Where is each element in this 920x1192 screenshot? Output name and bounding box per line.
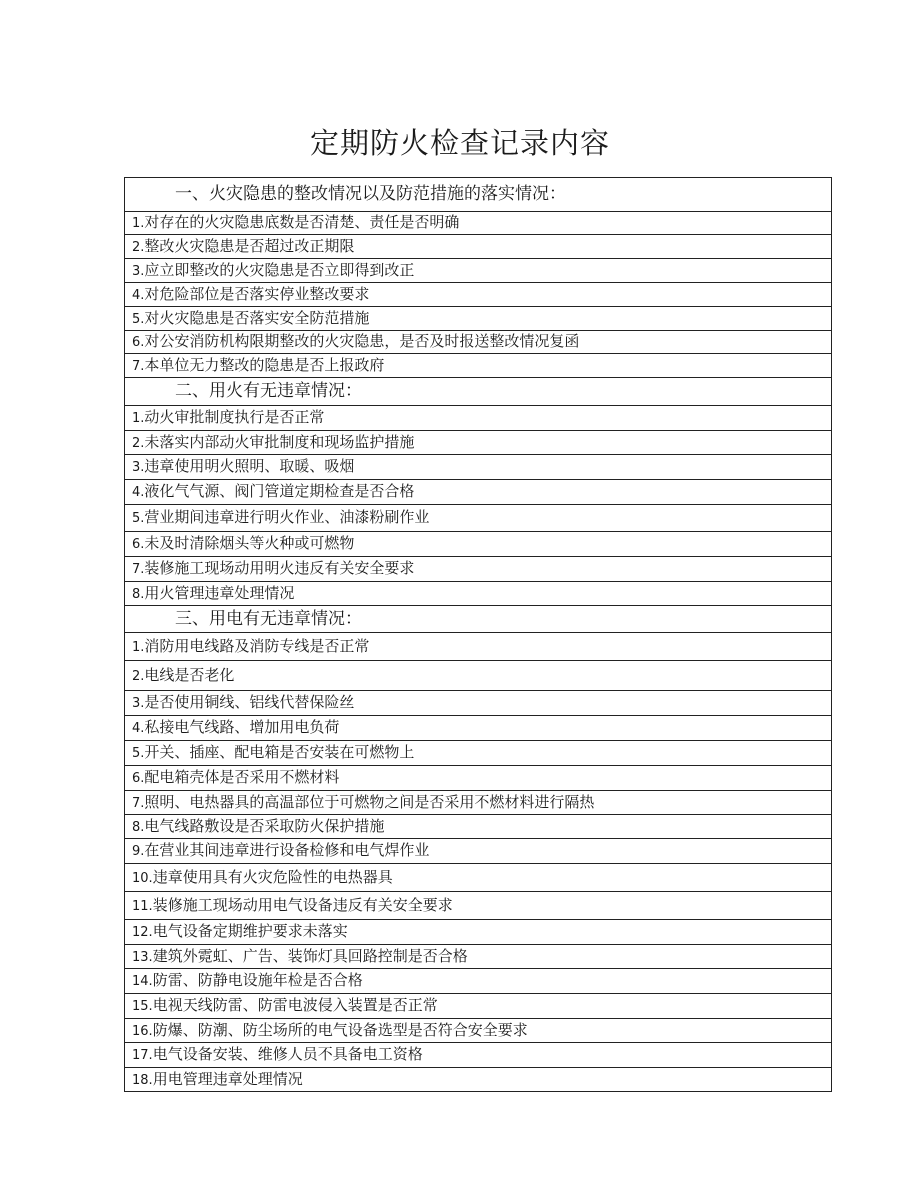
item-number: 5. — [132, 311, 145, 327]
item-text: 电视天线防雷、防雷电波侵入装置是否正常 — [152, 996, 438, 1014]
table-row — [125, 354, 832, 378]
item-text: 装修施工现场动用明火违反有关安全要求 — [144, 559, 415, 577]
item-number: 17. — [132, 1048, 153, 1063]
item-text: 未及时清除烟头等火种或可燃物 — [144, 534, 355, 552]
checklist-item — [125, 864, 832, 892]
section-heading-row — [125, 178, 832, 212]
table-row — [125, 892, 832, 920]
section-heading: 三、用电有无违章情况： — [125, 606, 832, 633]
item-text: 私接电气线路、增加用电负荷 — [144, 718, 340, 736]
item-text: 对危险部位是否落实停业整改要求 — [144, 284, 370, 303]
item-text: 未落实内部动火审批制度和现场监护措施 — [144, 432, 415, 451]
table-row — [125, 741, 832, 766]
table-row — [125, 691, 832, 716]
item-number: 7. — [132, 795, 145, 811]
checklist-item — [125, 582, 832, 606]
table-row — [125, 920, 832, 945]
item-text: 配电箱壳体是否采用不燃材料 — [144, 768, 340, 786]
item-number: 14. — [132, 974, 153, 989]
checklist-item — [125, 331, 832, 354]
item-number: 8. — [132, 586, 145, 602]
table-row — [125, 557, 832, 582]
checklist-item — [125, 505, 832, 532]
checklist-item — [125, 920, 832, 945]
table-row — [125, 661, 832, 691]
table-row — [125, 766, 832, 791]
checklist-item — [125, 532, 832, 557]
item-text: 在营业其间违章进行设备检修和电气焊作业 — [144, 841, 430, 859]
item-number: 4. — [132, 287, 145, 303]
item-number: 11. — [132, 898, 153, 914]
item-text: 用火管理违章处理情况 — [144, 583, 295, 602]
table-row — [125, 406, 832, 431]
table-row — [125, 716, 832, 741]
checklist-item — [125, 969, 832, 994]
checklist-item — [125, 557, 832, 582]
item-number: 1. — [132, 639, 145, 655]
table-row — [125, 283, 832, 307]
table-row — [125, 532, 832, 557]
table-row — [125, 212, 832, 235]
section-heading: 一、火灾隐患的整改情况以及防范措施的落实情况： — [125, 178, 832, 212]
checklist-item — [125, 892, 832, 920]
item-text: 开关、插座、配电箱是否安装在可燃物上 — [144, 743, 415, 761]
checklist-table — [124, 177, 832, 1092]
item-text: 用电管理违章处理情况 — [152, 1069, 303, 1088]
table-row — [125, 307, 832, 331]
item-text: 违章使用具有火灾危险性的电热器具 — [152, 867, 393, 886]
item-number: 6. — [132, 335, 145, 350]
checklist-item — [125, 766, 832, 791]
item-text: 本单位无力整改的隐患是否上报政府 — [144, 355, 385, 374]
table-row — [125, 431, 832, 455]
checklist-item — [125, 1043, 832, 1068]
table-row — [125, 994, 832, 1019]
item-number: 6. — [132, 537, 145, 552]
checklist-item — [125, 633, 832, 661]
section-heading-row — [125, 606, 832, 633]
checklist-item — [125, 455, 832, 480]
item-text: 整改火灾隐患是否超过改正期限 — [144, 236, 355, 255]
item-text: 电气线路敷设是否采取防火保护措施 — [144, 816, 385, 835]
item-text: 对存在的火灾隐患底数是否清楚、责任是否明确 — [144, 213, 460, 231]
item-text: 对火灾隐患是否落实安全防范措施 — [144, 308, 370, 327]
table-row — [125, 969, 832, 994]
checklist-item — [125, 212, 832, 235]
checklist-item — [125, 839, 832, 864]
item-number: 13. — [132, 949, 153, 965]
item-text: 违章使用明火照明、取暖、吸烟 — [144, 457, 355, 475]
item-number: 7. — [132, 358, 145, 374]
checklist-item — [125, 235, 832, 259]
item-number: 4. — [132, 485, 145, 500]
checklist-item — [125, 406, 832, 431]
item-number: 5. — [132, 746, 145, 761]
item-number: 6. — [132, 771, 145, 786]
table-row — [125, 505, 832, 532]
item-number: 12. — [132, 925, 153, 940]
checklist-item — [125, 716, 832, 741]
checklist-body — [125, 178, 832, 1092]
table-row — [125, 633, 832, 661]
item-text: 动火审批制度执行是否正常 — [144, 408, 325, 426]
page-title: 定期防火检查记录内容 — [309, 126, 610, 160]
item-text: 建筑外霓虹、广告、装饰灯具回路控制是否合格 — [152, 946, 468, 965]
item-number: 15. — [132, 999, 153, 1014]
item-number: 1. — [132, 216, 145, 231]
item-number: 4. — [132, 721, 145, 736]
table-row — [125, 1043, 832, 1068]
table-row — [125, 1019, 832, 1043]
checklist-item — [125, 259, 832, 283]
item-number: 2. — [132, 435, 145, 451]
item-number: 1. — [132, 411, 145, 426]
table-row — [125, 945, 832, 969]
item-text: 液化气气源、阀门管道定期检查是否合格 — [144, 482, 415, 500]
table-row — [125, 791, 832, 815]
table-row — [125, 1068, 832, 1092]
item-number: 9. — [132, 844, 145, 859]
item-text: 电线是否老化 — [144, 665, 235, 684]
section-heading: 二、用火有无违章情况： — [125, 378, 832, 406]
table-row — [125, 582, 832, 606]
item-text: 电气设备安装、维修人员不具备电工资格 — [152, 1045, 423, 1063]
item-number: 5. — [132, 511, 145, 526]
section-heading-row — [125, 378, 832, 406]
item-number: 16. — [132, 1023, 153, 1039]
checklist-item — [125, 1019, 832, 1043]
item-text: 照明、电热器具的高温部位于可燃物之间是否采用不燃材料进行隔热 — [144, 792, 595, 811]
item-text: 防雷、防静电设施年检是否合格 — [152, 971, 363, 989]
checklist-item — [125, 741, 832, 766]
table-row — [125, 259, 832, 283]
checklist-item — [125, 283, 832, 307]
item-number: 10. — [132, 870, 153, 886]
item-number: 3. — [132, 696, 145, 711]
checklist-item — [125, 661, 832, 691]
table-row — [125, 864, 832, 892]
item-text: 电气设备定期维护要求未落实 — [152, 922, 348, 940]
checklist-item — [125, 480, 832, 505]
checklist-item — [125, 691, 832, 716]
table-row — [125, 815, 832, 839]
checklist-item — [125, 1068, 832, 1092]
item-number: 7. — [132, 562, 145, 577]
item-text: 应立即整改的火灾隐患是否立即得到改正 — [144, 260, 415, 279]
checklist-item — [125, 815, 832, 839]
table-row — [125, 455, 832, 480]
item-number: 2. — [132, 239, 145, 255]
checklist-item — [125, 791, 832, 815]
item-text: 装修施工现场动用电气设备违反有关安全要求 — [152, 895, 453, 914]
item-text: 防爆、防潮、防尘场所的电气设备选型是否符合安全要求 — [152, 1020, 528, 1039]
item-number: 3. — [132, 460, 145, 475]
checklist-item — [125, 945, 832, 969]
checklist-item — [125, 431, 832, 455]
checklist-item — [125, 354, 832, 378]
item-number: 2. — [132, 668, 145, 684]
table-row — [125, 839, 832, 864]
item-text: 营业期间违章进行明火作业、油漆粉刷作业 — [144, 508, 430, 526]
item-text: 对公安消防机构限期整改的火灾隐患，是否及时报送整改情况复函 — [144, 332, 580, 350]
table-row — [125, 331, 832, 354]
table-row — [125, 235, 832, 259]
item-text: 是否使用铜线、铝线代替保险丝 — [144, 693, 355, 711]
item-number: 3. — [132, 263, 145, 279]
item-text: 消防用电线路及消防专线是否正常 — [144, 636, 370, 655]
item-number: 8. — [132, 819, 145, 835]
table-row — [125, 480, 832, 505]
checklist-item — [125, 307, 832, 331]
checklist-item — [125, 994, 832, 1019]
item-number: 18. — [132, 1072, 153, 1088]
